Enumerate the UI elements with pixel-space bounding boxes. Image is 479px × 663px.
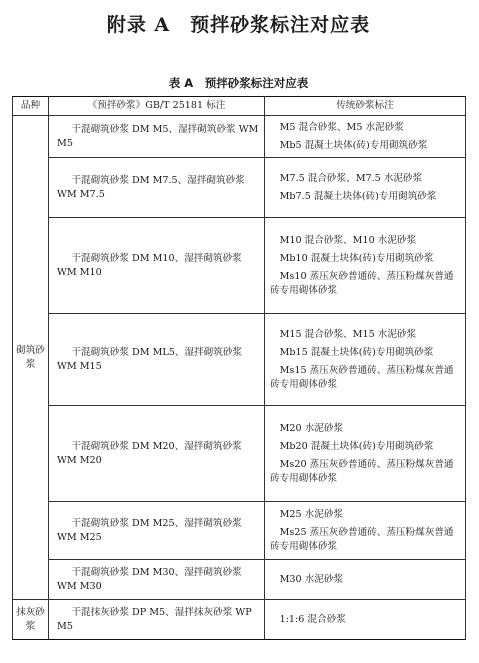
traditional-line: 1:1:6 混合砂浆: [279, 613, 346, 625]
traditional-cell: [265, 406, 466, 502]
traditional-line: Ms25 蒸压灰砂普通砖、蒸压粉煤灰普通砖专用砌体砂浆: [270, 526, 454, 552]
traditional-line: Mb7.5 混凝土块体(砖)专用砌筑砂浆: [279, 190, 437, 202]
traditional-line: M15 混合砂浆、M15 水泥砂浆: [279, 328, 417, 340]
traditional-cell: [265, 116, 466, 158]
traditional-line: Mb10 混凝土块体(砖)专用砌筑砂浆: [279, 252, 434, 264]
header-traditional: 传统砂浆标注: [265, 97, 466, 116]
table-row: [13, 158, 466, 218]
table-title: 表 A 预拌砂浆标注对应表: [168, 76, 309, 90]
standard-cell: 干混砌筑砂浆 DM M20、湿拌砌筑砂浆 WM M20: [49, 406, 265, 502]
table-header-row: [13, 97, 466, 116]
traditional-line: Mb15 混凝土块体(砖)专用砌筑砂浆: [279, 346, 434, 358]
standard-cell: 干混砌筑砂浆 DM M5、湿拌砌筑砂浆 WM M5: [49, 116, 265, 158]
table-row: [13, 116, 466, 158]
standard-cell: 干混砌筑砂浆 DM M25、湿拌砌筑砂浆 WM M25: [49, 502, 265, 560]
traditional-line: Mb20 混凝土块体(砖)专用砌筑砂浆: [279, 440, 434, 452]
standard-cell: 干混砌筑砂浆 DM ML5、湿拌砌筑砂浆 WM M15: [49, 314, 265, 406]
table-row: [13, 406, 466, 502]
standard-cell: 干混砌筑砂浆 DM M7.5、湿拌砌筑砂浆 WM M7.5: [49, 158, 265, 218]
table-row: [13, 218, 466, 314]
standard-cell: 干混抹灰砂浆 DP M5、湿拌抹灰砂浆 WP M5: [49, 600, 265, 640]
category-plaster: 抹灰砂浆: [13, 600, 49, 640]
header-standard: 《预拌砂浆》GB/T 25181 标注: [49, 97, 265, 116]
standard-cell: 干混砌筑砂浆 DM M10、湿拌砌筑砂浆 WM M10: [49, 218, 265, 314]
table-row: [13, 600, 466, 640]
table-row: [13, 502, 466, 560]
traditional-cell: [265, 158, 466, 218]
traditional-line: Ms10 蒸压灰砂普通砖、蒸压粉煤灰普通砖专用砌体砂浆: [270, 270, 454, 296]
traditional-line: M10 混合砂浆、M10 水泥砂浆: [279, 234, 417, 246]
table-row: [13, 560, 466, 600]
table-row: [13, 314, 466, 406]
traditional-line: M5 混合砂浆、M5 水泥砂浆: [279, 121, 404, 133]
traditional-cell: [265, 502, 466, 560]
traditional-line: Ms15 蒸压灰砂普通砖、蒸压粉煤灰普通砖专用砌体砂浆: [270, 364, 454, 390]
appendix-title: 附录 A 预拌砂浆标注对应表: [106, 14, 371, 36]
traditional-cell: [265, 560, 466, 600]
traditional-line: Mb5 混凝土块体(砖)专用砌筑砂浆: [279, 139, 428, 151]
category-masonry: 砌筑砂浆: [13, 116, 49, 600]
traditional-cell: [265, 600, 466, 640]
header-kind: 品种: [13, 97, 49, 116]
traditional-line: M20 水泥砂浆: [279, 422, 344, 434]
traditional-line: M7.5 混合砂浆、M7.5 水泥砂浆: [279, 172, 423, 184]
traditional-line: M30 水泥砂浆: [279, 573, 344, 585]
traditional-line: Ms20 蒸压灰砂普通砖、蒸压粉煤灰普通砖专用砌体砂浆: [270, 458, 454, 484]
standard-cell: 干混砌筑砂浆 DM M30、湿拌砌筑砂浆 WM M30: [49, 560, 265, 600]
traditional-cell: [265, 218, 466, 314]
mortar-correspondence-table: [12, 96, 466, 640]
traditional-line: M25 水泥砂浆: [279, 508, 344, 520]
traditional-cell: [265, 314, 466, 406]
